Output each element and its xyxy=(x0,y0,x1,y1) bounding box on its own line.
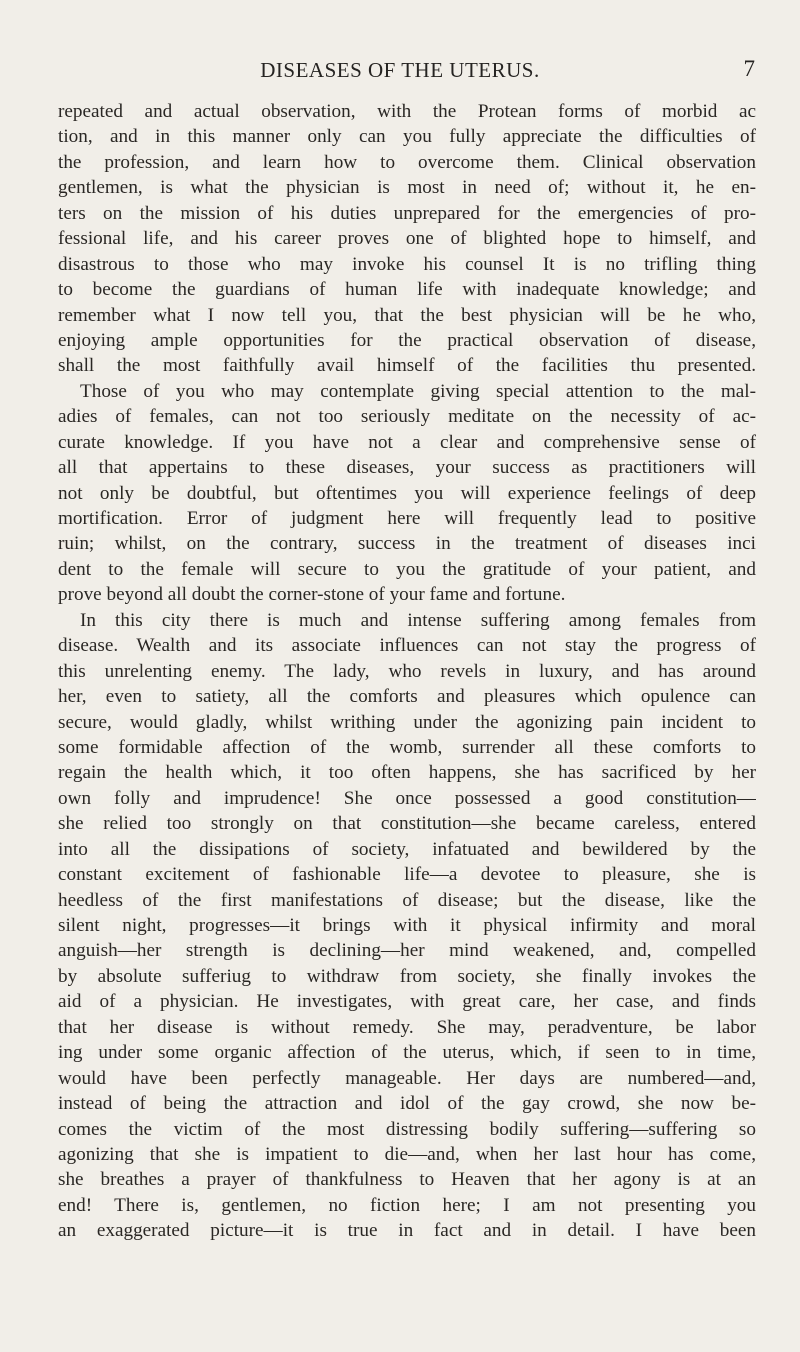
page-number: 7 xyxy=(743,56,755,81)
text-line: by absolute sufferiug to withdraw from society, she finally invokes the xyxy=(58,965,756,987)
body-text xyxy=(58,99,756,1244)
text-line: prove beyond all doubt the corner-stone of your fame and fortune. xyxy=(58,584,566,606)
text-line: heedless of the first manifestations of disease; but the disease, like the xyxy=(58,889,756,911)
text-line: anguish—her strength is declining—her mind weakened, and, compelled xyxy=(58,940,756,962)
text-line: gentlemen, is what the physician is most in need of; without it, he en- xyxy=(58,177,756,199)
text-line: silent night, progresses—it brings with it physical infirmity and moral xyxy=(58,915,756,936)
text-line: she breathes a prayer of thankfulness to Heaven that her agony is at an xyxy=(58,1169,756,1191)
text-line: agonizing that she is impatient to die—and, when her last hour has come, xyxy=(58,1143,756,1165)
text-line: instead of being the attraction and idol of the gay crowd, she now be- xyxy=(58,1093,756,1115)
text-line: shall the most faithfully avail himself of the facilities thu presented. xyxy=(58,355,756,377)
text-line: disastrous to those who may invoke his counsel It is no trifling thing xyxy=(58,253,756,275)
text-line: In this city there is much and intense suffering among females from xyxy=(80,609,756,631)
text-line: this unrelenting enemy. The lady, who revels in luxury, and has around xyxy=(58,660,756,682)
text-line: constant excitement of fashionable life—a devotee to pleasure, she is xyxy=(58,864,756,886)
text-line: tion, and in this manner only can you fully appreciate the difficulties of xyxy=(58,126,756,148)
text-line: she relied too strongly on that constitution—she became careless, entered xyxy=(58,813,756,835)
text-line: some formidable affection of the womb, surrender all these comforts to xyxy=(58,736,756,758)
text-line: aid of a physician. He investigates, with great care, her case, and finds xyxy=(58,991,756,1013)
text-line: remember what I now tell you, that the best physician will be he who, xyxy=(58,304,756,326)
text-line: the profession, and learn how to overcome them. Clinical observation xyxy=(58,151,756,173)
page-header xyxy=(0,58,800,88)
text-line: regain the health which, it too often happens, she has sacrificed by her xyxy=(58,762,756,784)
text-line: an exaggerated picture—it is true in fact and in detail. I have been xyxy=(58,1220,756,1242)
text-line: ing under some organic affection of the uterus, which, if seen to in time, xyxy=(58,1042,756,1064)
text-line: not only be doubtful, but oftentimes you will experience feelings of deep xyxy=(58,482,756,504)
text-line: that her disease is without remedy. She may, peradventure, be labor xyxy=(58,1016,756,1038)
text-line: end! There is, gentlemen, no fiction here; I am not presenting you xyxy=(58,1194,756,1216)
text-line: adies of females, can not too seriously meditate on the necessity of ac- xyxy=(58,406,756,428)
text-line: all that appertains to these diseases, your success as practitioners will xyxy=(58,457,756,479)
running-head: DISEASES OF THE UTERUS. xyxy=(260,58,540,82)
text-line: mortification. Error of judgment here will frequently lead to positive xyxy=(58,508,756,529)
text-line: comes the victim of the most distressing bodily suffering—suffering so xyxy=(58,1118,756,1140)
text-line: Those of you who may contemplate giving special attention to the mal- xyxy=(80,380,756,402)
text-line: fessional life, and his career proves one of blighted hope to himself, and xyxy=(58,228,756,250)
text-line: own folly and imprudence! She once possessed a good constitution— xyxy=(58,787,756,809)
text-line: curate knowledge. If you have not a clear and comprehensive sense of xyxy=(58,431,756,453)
text-line: disease. Wealth and its associate influences can not stay the progress of xyxy=(58,635,756,657)
text-line: dent to the female will secure to you the gratitude of your patient, and xyxy=(58,558,756,580)
text-line: into all the dissipations of society, infatuated and bewildered by the xyxy=(58,838,756,860)
text-line: her, even to satiety, all the comforts and pleasures which opulence can xyxy=(58,686,756,708)
text-line: to become the guardians of human life with inadequate knowledge; and xyxy=(58,279,756,301)
text-line: secure, would gladly, whilst writhing under the agonizing pain incident to xyxy=(58,711,756,733)
text-line: would have been perfectly manageable. Her days are numbered—and, xyxy=(58,1067,756,1089)
text-line: ters on the mission of his duties unprepared for the emergencies of pro- xyxy=(58,202,756,224)
text-line: repeated and actual observation, with the Protean forms of morbid ac xyxy=(58,101,756,122)
text-line: enjoying ample opportunities for the practical observation of disease, xyxy=(58,329,756,351)
text-line: ruin; whilst, on the contrary, success in the treatment of diseases inci xyxy=(58,533,756,555)
